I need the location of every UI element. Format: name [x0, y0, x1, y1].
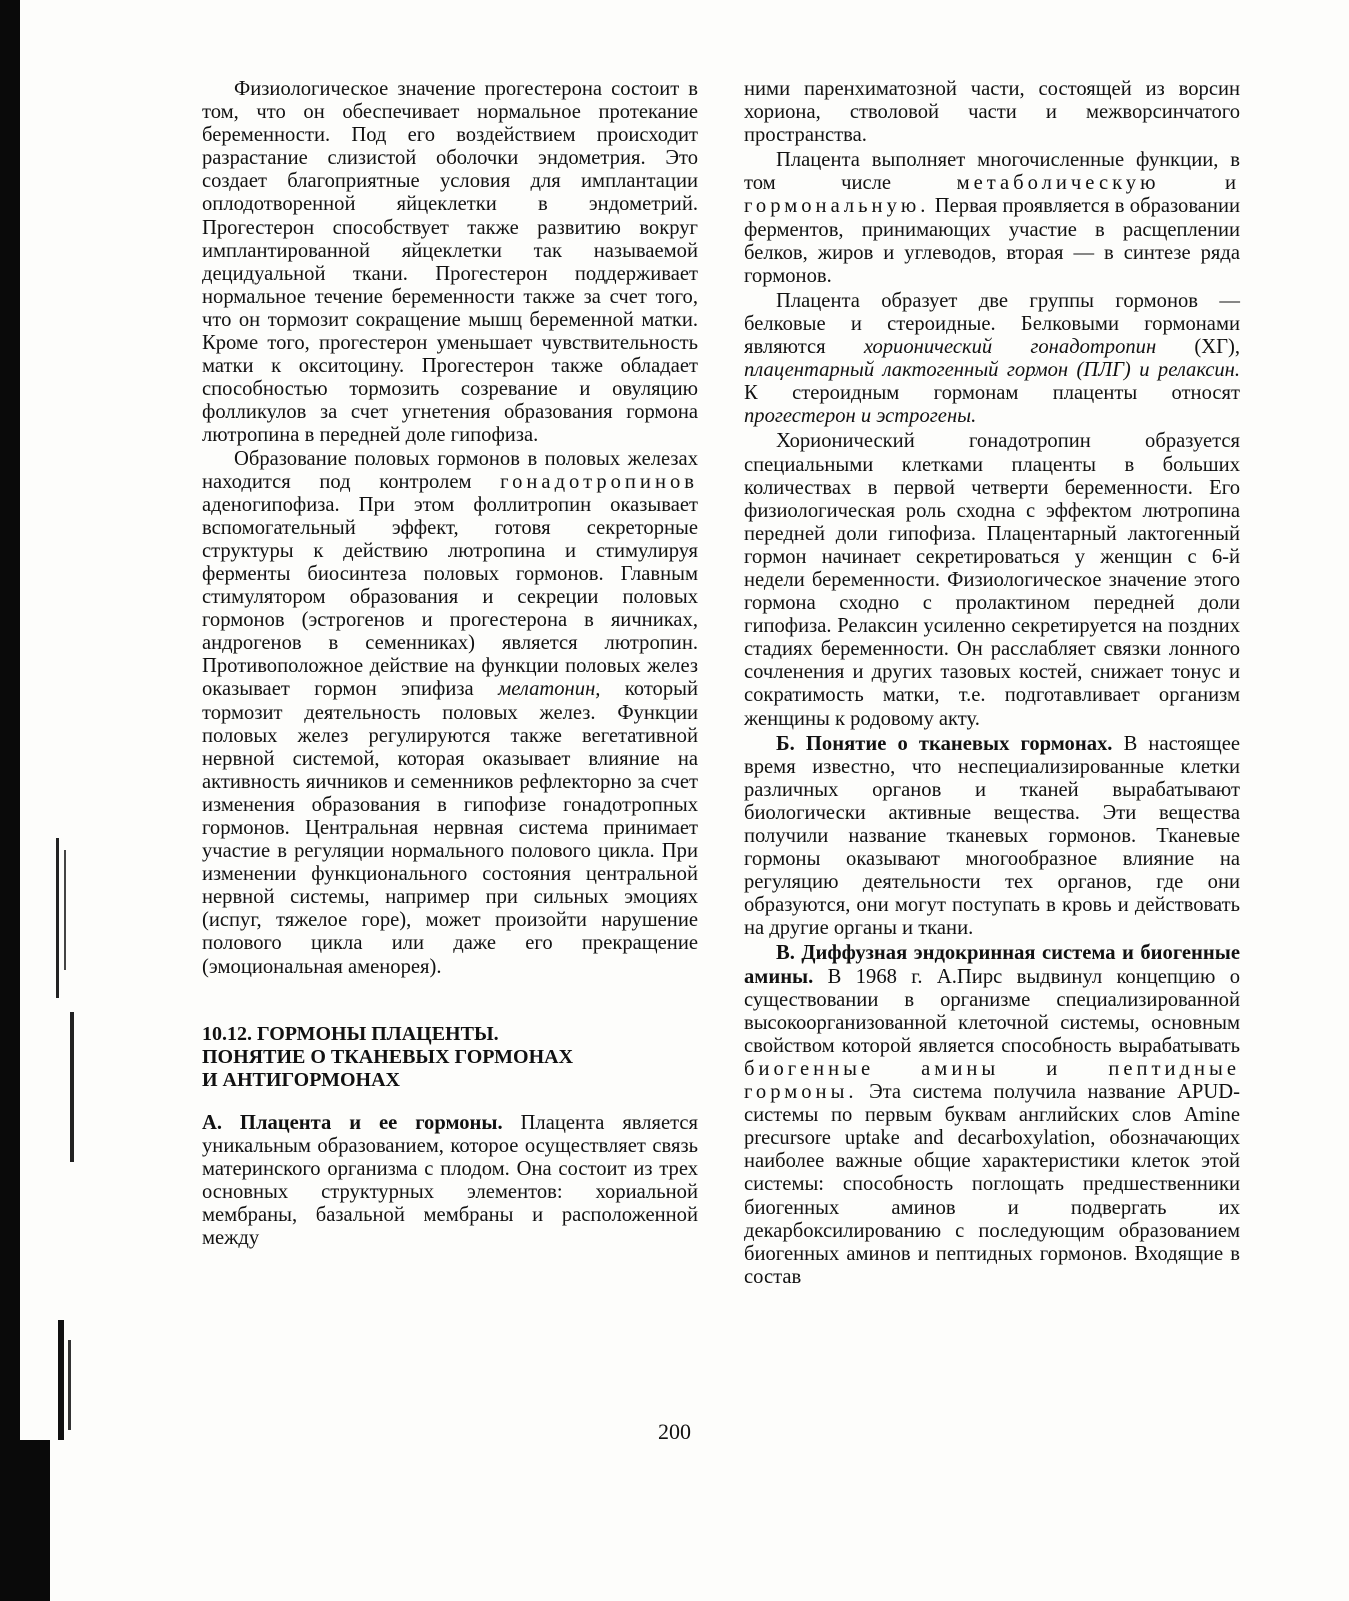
paragraph-apud: В. Диффузная эндокринная система и биогенные амины. В 1968 г. А.Пирс выдвинул концепцию о существовании в организме специализированной высокоорганизованной клеточной системы, основным свойством которой является способность вырабатывать биогенные амины и пептидные гормоны. Эта система получила название APUD-системы по первым буквам английских слов Amine precursore uptake and decarboxylation, обозначающих наиболее важные общие характеристики клеток этой системы: способность поглощать предшественники биогенных аминов и подвергать их декарбоксилированию с последующим образованием биогенных аминов и пептидных гормонов. Входящие в состав: [744, 942, 1240, 1288]
subheading-diffuse-endocrine: В. Диффузная эндокринная система и биогенные амины.: [744, 942, 1240, 988]
term-melatonin: мелатонин,: [498, 678, 601, 701]
paragraph-tissue-hormones: Б. Понятие о тканевых гормонах. В настоящее время известно, что неспециализированные клетки различных органов и тканей вырабатывают биологически активные вещества. Эти вещества получили название тканевых гормонов. Тканевые гормоны оказывают многообразное влияние на регуляцию деятельности тех органов, где они образуются, они могут поступать в кровь и действовать на другие органы и ткани.: [744, 732, 1240, 940]
scan-dark-edge: [0, 0, 20, 1601]
spaced-term-biogenic-amines: биогенные амины и пептидные гормоны.: [744, 1057, 1240, 1104]
spaced-term-hormonal: и гормональную.: [744, 172, 1240, 218]
spaced-term-metabolic: метаболическую: [956, 172, 1160, 195]
paragraph-placenta: А. Плацента и ее гормоны. Плацента является уникальным образованием, которое осуществляет связь материнского организма с плодом. Она состоит из трех основных структурных элементов: хориальной мембраны, базальной мембраны и расположенной между: [202, 1111, 698, 1250]
subheading-tissue-hormones: Б. Понятие о тканевых гормонах.: [776, 732, 1113, 755]
page-number: 200: [658, 1419, 691, 1444]
paragraph-sex-hormones: Образование половых гормонов в половых железах находится под контролем гонадотропинов аденогипофиза. При этом фоллитропин оказывает вспомогательный эффект, готовя секреторные структуры к действию лютропина и стимулируя ферменты биосинтеза половых гормонов. Главным стимулятором образования и секреции половых гормонов (эстрогенов и прогестерона в яичниках, андрогенов в семенниках) является лютропин. Противоположное действие на функции половых желез оказывает гормон эпифиза мелатонин, который тормозит деятельность половых желез. Функции половых желез регулируются также вегетативной нервной системой, которая оказывает влияние на активность яичников и семенников рефлекторно за счет изменения образования в гипофизе гонадотропных гормонов. Центральная нервная система принимает участие в регуляции нормального полового цикла. При изменении функционального состояния центральной нервной системы, например при сильных эмоциях (испуг, тяжелое горе), может произойти нарушение полового цикла или даже его прекращение (эмоциональная аменорея).: [202, 447, 699, 978]
subheading-placenta: А. Плацента и ее гормоны.: [202, 1111, 503, 1134]
left-column: [202, 78, 698, 1250]
paragraph-progesterone: Физиологическое значение прогестерона состоит в том, что он обеспечивает нормальное протекание беременности. Под его воздействием происходит разрастание слизистой оболочки эндометрия. Это создает благоприятные условия для имплантации оплодотворенной яйцеклетки в эндометрий. Прогестерон способствует также развитию вокруг имплантированной яйцеклетки так называемой децидуальной ткани. Прогестерон поддерживает нормальное течение беременности также за счет того, что он тормозит сокращение мышц беременной матки. Кроме того, прогестерон уменьшает чувствительность матки к окситоцину. Прогестерон также обладает способностью тормозить созревание и овуляцию фолликулов за счет угнетения образования гормона лютропина в передней доле гипофиза.: [202, 78, 698, 447]
paragraph-hormone-groups: Плацента образует две группы гормонов — белковые и стероидные. Белковыми гормонами являются хорионический гонадотропин (ХГ), плацентарный лактогенный гормон (ПЛГ) и релаксин. К стероидным гормонам плаценты относят прогестерон и эстрогены.: [744, 289, 1240, 428]
right-column: [744, 78, 1240, 1289]
heading-line-3: И АНТИГОРМОНАХ: [202, 1068, 400, 1091]
paragraph-chorionic-gonadotropin: Хорионический гонадотропин образуется специальными клетками плаценты в больших количествах в первой четверти беременности. Его физиологическая роль сходна с эффектом лютропина передней доли гипофиза. Плацентарный лактогенный гормон начинает секретироваться у женщин с 6-й недели беременности. Физиологическое значение этого гормона сходно с пролактином передней доли гипофиза. Релаксин усиленно секретируется на поздних стадиях беременности. Он расслабляет связки лонного сочленения и других тазовых костей, снижает тонус и сократимость матки, т.е. подготавливает организм женщины к родовому акту.: [744, 430, 1240, 730]
heading-line-1: 10.12. ГОРМОНЫ ПЛАЦЕНТЫ.: [202, 1022, 499, 1045]
paragraph-placenta-functions: Плацента выполняет многочисленные функции, в том числе метаболическую и гормональную. Первая проявляется в образовании ферментов, принимающих участие в расщеплении белков, жиров и углеводов, вторая — в синтезе ряда гормонов.: [744, 149, 1240, 287]
heading-line-2: ПОНЯТИЕ О ТКАНЕВЫХ ГОРМОНАХ: [202, 1045, 574, 1068]
paragraph-placenta-continued: ними паренхиматозной части, состоящей из ворсин хориона, стволовой части и межворсинчатого пространства.: [744, 78, 1240, 147]
scan-artifacts: [20, 0, 90, 1601]
section-heading: [202, 1023, 698, 1092]
spaced-term-gonadotropins: гонадотропинов: [500, 470, 698, 493]
